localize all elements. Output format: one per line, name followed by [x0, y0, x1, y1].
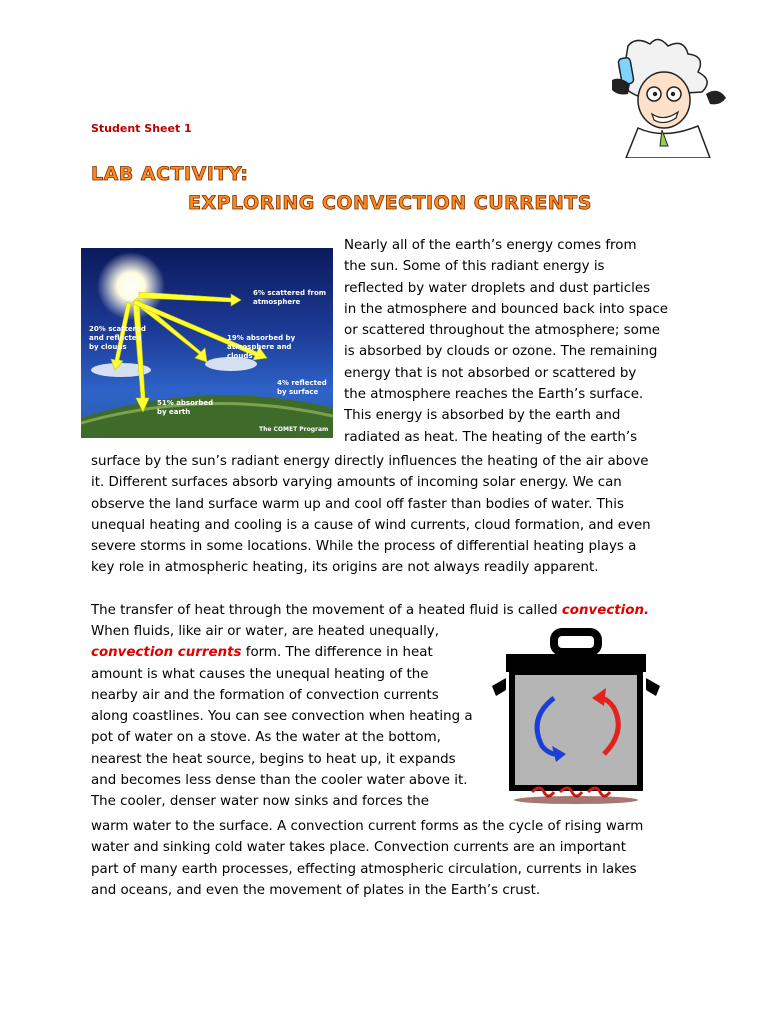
text-line: and becomes less dense than the cooler water above it. [91, 773, 468, 789]
figure-label: and reflected [89, 334, 142, 342]
text-line: energy that is not absorbed or scattered by [344, 365, 637, 381]
figure-label: clouds [227, 352, 253, 360]
term-convection-currents: convection currents [91, 645, 242, 661]
text-line: and oceans, and even the movement of plates in the Earth’s crust. [91, 882, 541, 898]
text-line: key role in atmospheric heating, its origins are not always readily apparent. [91, 560, 599, 576]
text-line: nearby air and the formation of convection currents [91, 687, 439, 703]
figure-label: 19% absorbed by [227, 334, 296, 342]
convection-pot-illustration [492, 628, 660, 804]
text-line [91, 600, 691, 621]
text-line: Nearly all of the earth’s energy comes from [344, 238, 637, 253]
figure-credit: The COMET Program [259, 426, 329, 433]
text-fragment: form. The difference in heat [241, 645, 433, 661]
figure-label: by surface [277, 388, 319, 396]
text-line: reflected by water droplets and dust particles [344, 280, 651, 296]
text-line: surface by the sun’s radiant energy directly influences the heating of the air above [91, 454, 649, 469]
text-line: radiated as heat. The heating of the earth’s [344, 429, 638, 445]
text-line: amount is what causes the unequal heating of the [91, 666, 429, 682]
paragraph-1-intro [344, 235, 684, 448]
figure-label: by earth [157, 408, 191, 416]
figure-label: 4% reflected [277, 379, 327, 387]
text-line: observe the land surface warm up and cool off faster than bodies of water. This [91, 496, 624, 512]
text-line: warm water to the surface. A convection current forms as the cycle of rising warm [91, 819, 644, 834]
figure-label: 20% scattered [89, 325, 146, 333]
text-line: severe storms in some locations. While the process of differential heating plays a [91, 539, 637, 555]
scientist-illustration [598, 36, 740, 158]
sheet-label: Student Sheet 1 [91, 122, 192, 135]
text-line: is absorbed by clouds or ozone. The remaining [344, 344, 658, 360]
text-line: The cooler, denser water now sinks and forces the [91, 794, 429, 810]
figure-label: 51% absorbed [157, 399, 214, 407]
figure-label: atmosphere [253, 298, 301, 306]
text-line: the atmosphere reaches the Earth’s surface. [344, 387, 644, 403]
text-line: water and sinking cold water takes place. Convection currents are an important [91, 840, 626, 856]
term-convection: convection. [561, 603, 650, 618]
text-line: along coastlines. You can see convection when heating a [91, 709, 473, 725]
text-line: it. Different surfaces absorb varying amounts of incoming solar energy. We can [91, 475, 622, 491]
title-line-2: EXPLORING CONVECTION CURRENTS [188, 192, 592, 214]
text-line: This energy is absorbed by the earth and [344, 408, 621, 424]
text-line: in the atmosphere and bounced back into space [344, 301, 669, 317]
text-line: unequal heating and cooling is a cause of wind currents, cloud formation, and even [91, 517, 651, 533]
figure-label: by clouds [89, 343, 127, 351]
paragraph-2-wrapped [91, 621, 491, 813]
text-line: pot of water on a stove. As the water at the bottom, [91, 730, 441, 746]
text-line: or scattered throughout the atmosphere; some [344, 323, 661, 339]
figure-label: atmosphere and [227, 343, 292, 351]
text-line: the sun. Some of this radiant energy is [344, 259, 605, 275]
text-line [91, 642, 491, 663]
solar-energy-diagram [81, 248, 333, 438]
text-line: nearest the heat source, begins to heat up, it expands [91, 751, 456, 767]
paragraph-1-continued [91, 451, 691, 579]
text-line: When fluids, like air or water, are heated unequally, [91, 624, 439, 639]
paragraph-2-continued [91, 816, 691, 901]
title-line-1: LAB ACTIVITY: [91, 163, 249, 185]
text-line: part of many earth processes, effecting atmospheric circulation, currents in lakes [91, 861, 637, 877]
figure-label: 6% scattered from [253, 289, 327, 297]
text-fragment: The transfer of heat through the movement of a heated fluid is called [91, 603, 562, 618]
paragraph-2-first-line [91, 600, 691, 621]
